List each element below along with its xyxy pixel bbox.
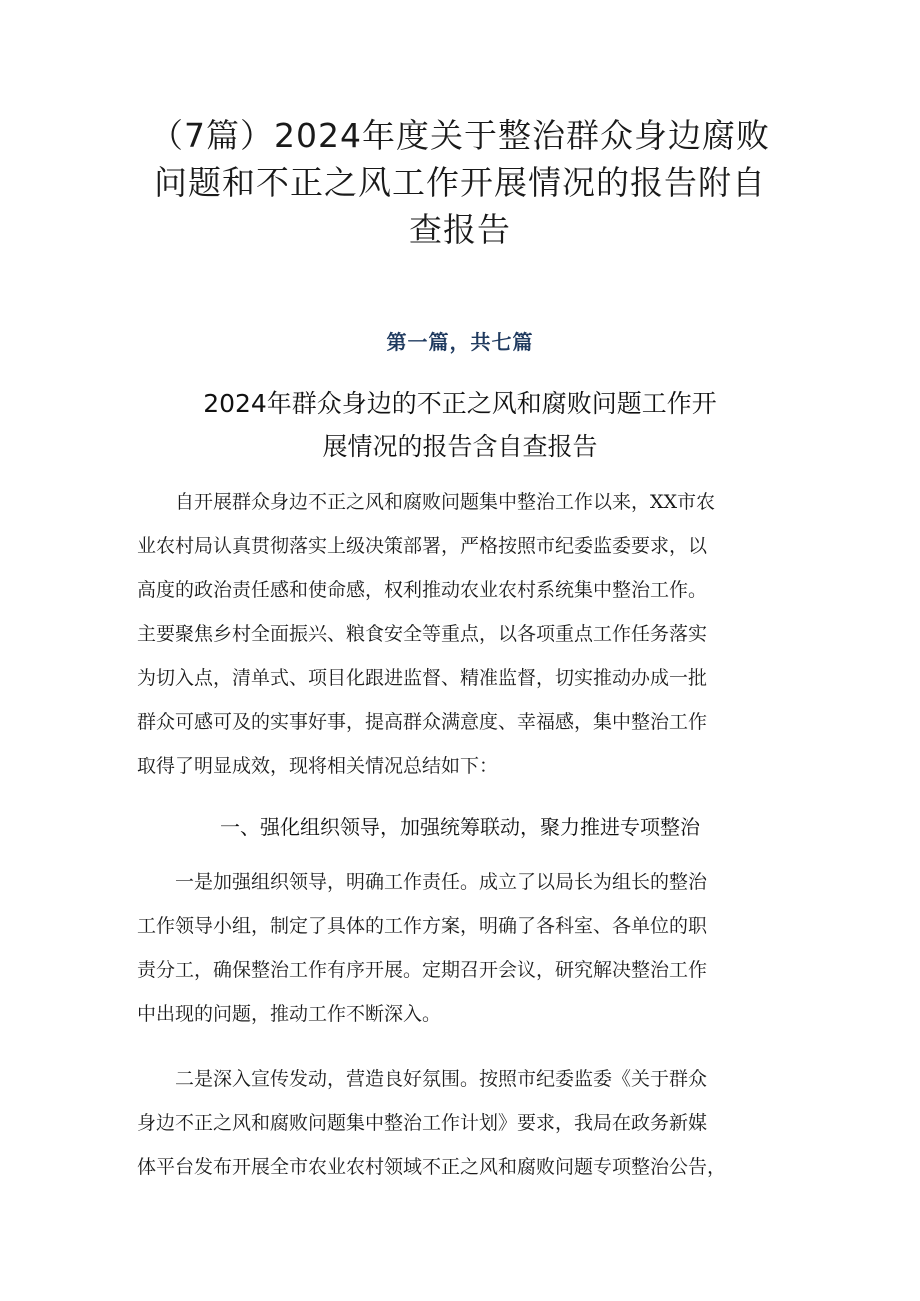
- paragraph-line: 责分工，确保整治工作有序开展。定期召开会议，研究解决整治工作: [137, 959, 708, 981]
- paragraph-line: 二是深入宣传发动，营造良好氛围。按照市纪委监委《关于群众: [137, 1068, 708, 1090]
- paragraph-line: 取得了明显成效，现将相关情况总结如下：: [137, 755, 499, 777]
- section-heading-one: 一、强化组织领导，加强统筹联动，聚力推进专项整治: [220, 815, 700, 839]
- paragraph-line: 高度的政治责任感和使命感，权利推动农业农村系统集中整治工作。: [137, 579, 708, 601]
- paragraph-line: 主要聚焦乡村全面振兴、粮食安全等重点，以各项重点工作任务落实: [137, 623, 708, 645]
- main-title-line: 查报告: [409, 210, 511, 249]
- intro-paragraph: [137, 480, 797, 788]
- paragraph-line: 工作领导小组，制定了具体的工作方案，明确了各科室、各单位的职: [137, 915, 708, 937]
- sub-title-line: 2024年群众身边的不正之风和腐败问题工作开: [203, 389, 717, 418]
- section-marker: 第一篇，共七篇: [386, 330, 534, 354]
- paragraph-line: 体平台发布开展全市农业农村领域不正之风和腐败问题专项整治公告，: [137, 1156, 727, 1178]
- paragraph-one: [137, 860, 797, 1036]
- main-title-line: （7篇）2024年度关于整治群众身边腐败: [150, 116, 770, 155]
- paragraph-line: 为切入点，清单式、项目化跟进监督、精准监督，切实推动办成一批: [137, 667, 708, 689]
- main-title-line: 问题和不正之风工作开展情况的报告附自: [154, 163, 766, 202]
- paragraph-two: [137, 1057, 797, 1189]
- sub-title-line: 展情况的报告含自查报告: [322, 432, 598, 461]
- paragraph-line: 一是加强组织领导，明确工作责任。成立了以局长为组长的整治: [137, 871, 708, 893]
- paragraph-line: 身边不正之风和腐败问题集中整治工作计划》要求，我局在政务新媒: [137, 1112, 708, 1134]
- paragraph-line: 自开展群众身边不正之风和腐败问题集中整治工作以来，XX市农: [137, 491, 716, 513]
- sub-title: [160, 382, 760, 468]
- main-title: [140, 112, 780, 253]
- paragraph-line: 业农村局认真贯彻落实上级决策部署，严格按照市纪委监委要求，以: [137, 535, 708, 557]
- paragraph-line: 中出现的问题，推动工作不断深入。: [137, 1003, 442, 1025]
- paragraph-line: 群众可感可及的实事好事，提高群众满意度、幸福感，集中整治工作: [137, 711, 708, 733]
